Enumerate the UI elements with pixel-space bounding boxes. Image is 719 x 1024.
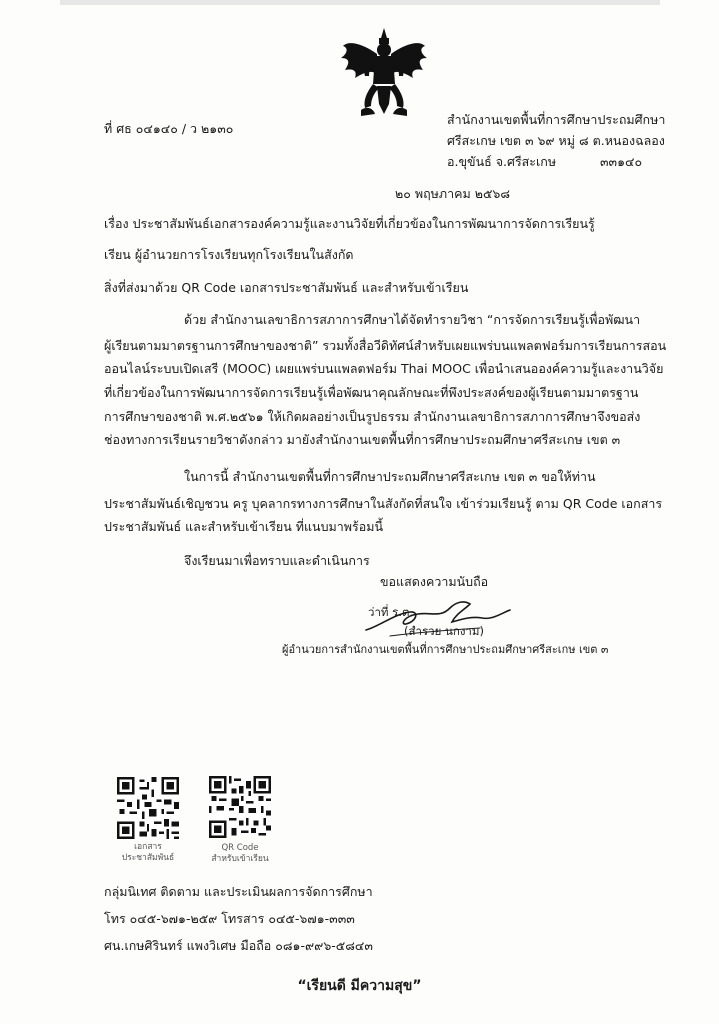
office-line-1: สำนักงานเขตพื้นที่การศึกษาประถมศึกษา <box>447 112 666 127</box>
salutation: ขอแสดงความนับถือ <box>380 574 489 589</box>
qr-label-2-line-1: QR Code <box>221 843 259 853</box>
body-p1-line-2: ผู้เรียนตามมาตรฐานการศึกษาของชาติ” รวมทั้งสื่อวีดิทัศน์สำหรับเผยแพร่บนแพลตฟอร์มการเรียนการสอน <box>104 338 667 353</box>
qr-label-2-line-2: สำหรับเข้าเรียน <box>211 854 269 864</box>
reference-number: ที่ ศธ ๐๔๑๔๐ / ว ๒๑๓๐ <box>104 121 234 136</box>
garuda-emblem-icon <box>339 26 429 118</box>
contact-division: กลุ่มนิเทศ ติดตาม และประเมินผลการจัดการศึกษา <box>104 884 373 899</box>
signer-title: ผู้อำนวยการสำนักงานเขตพื้นที่การศึกษาประถมศึกษาศรีสะเกษ เขต ๓ <box>282 643 609 656</box>
letter-date: ๒๐ พฤษภาคม ๒๕๖๘ <box>395 186 511 201</box>
body-p2-line-1: ในการนี้ สำนักงานเขตพื้นที่การศึกษาประถมศึกษาศรีสะเกษ เขต ๓ ขอให้ท่าน <box>184 469 596 484</box>
qr-label-1-line-2: ประชาสัมพันธ์ <box>121 853 175 863</box>
closing-request: จึงเรียนมาเพื่อทราบและดำเนินการ <box>184 553 370 568</box>
office-line-2: ศรีสะเกษ เขต ๓ ๖๙ หมู่ ๘ ต.หนองฉลอง <box>447 133 665 148</box>
body-p1-line-3: ออนไลน์ระบบเปิดเสรี (MOOC) เผยแพร่บนแพลตฟอร์ม Thai MOOC เพื่อนำเสนอองค์ความรู้และงานวิจัย <box>104 361 664 376</box>
recipient-line: เรียน ผู้อำนวยการโรงเรียนทุกโรงเรียนในสังกัด <box>104 247 354 262</box>
body-p1-line-1: ด้วย สำนักงานเลขาธิการสภาการศึกษาได้จัดทำรายวิชา “การจัดการเรียนรู้เพื่อพัฒนา <box>184 312 641 327</box>
body-p2-line-2: ประชาสัมพันธ์เชิญชวน ครู บุคลากรทางการศึกษาในสังกัดที่สนใจ เข้าร่วมเรียนรู้ ตาม QR Code เอกสาร <box>104 496 663 511</box>
contact-person: ศน.เกษศิรินทร์ แพงวิเศษ มือถือ ๐๘๑-๙๙๖-๕๘๔๓ <box>104 938 373 953</box>
body-p1-line-5: การศึกษาของชาติ พ.ศ.๒๕๖๑ ให้เกิดผลอย่างเป็นรูปธรรม สำนักงานเลขาธิการสภาการศึกษาจึงขอส่ง <box>104 409 641 424</box>
qr-code-icon <box>209 776 271 838</box>
slogan: “เรียนดี มีความสุข” <box>297 978 422 994</box>
scan-edge <box>60 0 660 5</box>
body-p1-line-4: ที่เกี่ยวข้องในการพัฒนาการจัดการเรียนรู้เพื่อพัฒนาคุณลักษณะที่พึงประสงค์ของผู้เรียนตามมาตรฐาน <box>104 385 639 400</box>
postcode: ๓๓๑๔๐ <box>600 154 643 169</box>
signer-name: (สำรวย นกงาม) <box>404 624 484 638</box>
subject-line: เรื่อง ประชาสัมพันธ์เอกสารองค์ความรู้และงานวิจัยที่เกี่ยวข้องในการพัฒนาการจัดการเรียนรู้ <box>104 216 595 231</box>
qr-label-1-line-1: เอกสาร <box>134 842 162 852</box>
body-p1-line-6: ช่องทางการเรียนรายวิชาดังกล่าว มายังสำนักงานเขตพื้นที่การศึกษาประถมศึกษาศรีสะเกษ เขต ๓ <box>104 432 621 447</box>
enclosure-line: สิ่งที่ส่งมาด้วย QR Code เอกสารประชาสัมพันธ์ และสำหรับเข้าเรียน <box>104 280 469 295</box>
qr-code-icon <box>117 777 179 839</box>
acting-rank: ว่าที่ ร.ต. <box>368 605 414 619</box>
contact-phone: โทร ๐๔๕-๖๗๑-๒๕๙ โทรสาร ๐๔๕-๖๗๑-๓๓๓ <box>104 911 355 926</box>
office-line-3: อ.ขุขันธ์ จ.ศรีสะเกษ <box>447 154 557 169</box>
body-p2-line-3: ประชาสัมพันธ์ และสำหรับเข้าเรียน ที่แนบมาพร้อมนี้ <box>104 519 384 534</box>
